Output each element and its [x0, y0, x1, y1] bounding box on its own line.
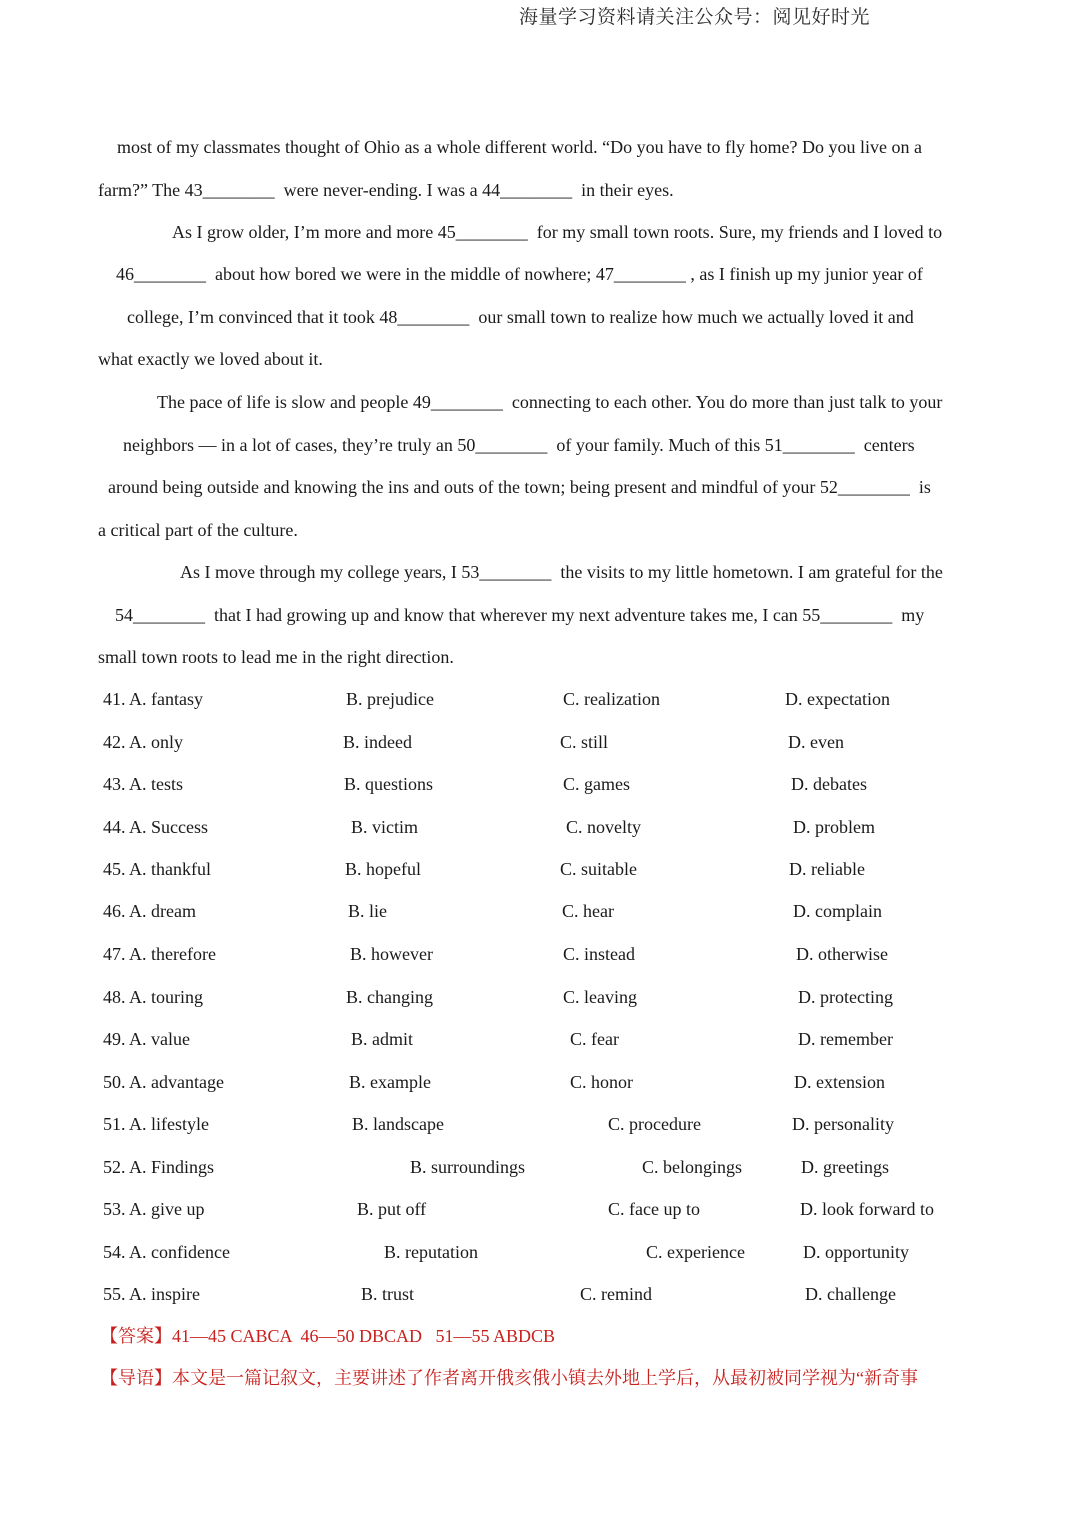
passage-line: farm?” The 43________ were never-ending. I was a 44________ in their eyes.	[98, 180, 674, 200]
question-43-option-d: D. debates	[791, 774, 867, 794]
question-43-option-c: C. games	[563, 774, 630, 794]
question-47-option-d: D. otherwise	[796, 944, 888, 964]
passage-line: The pace of life is slow and people 49________ connecting to each other. You do more than just talk to your	[157, 392, 943, 412]
question-41-option-d: D. expectation	[785, 689, 890, 709]
question-50-option-d: D. extension	[794, 1072, 885, 1092]
question-52-option-a: 52. A. Findings	[103, 1157, 215, 1177]
question-52-option-d: D. greetings	[801, 1157, 889, 1177]
question-51-option-c: C. procedure	[608, 1114, 701, 1134]
question-41-option-c: C. realization	[563, 689, 660, 709]
passage-line: neighbors — in a lot of cases, they’re truly an 50________ of your family. Much of this 51________ centers	[123, 435, 915, 455]
question-52-option-b: B. surroundings	[410, 1157, 526, 1177]
passage-line: a critical part of the culture.	[98, 520, 298, 540]
question-42-option-d: D. even	[788, 732, 844, 752]
question-41-option-a: 41. A. fantasy	[103, 689, 203, 709]
passage-line: around being outside and knowing the ins and outs of the town; being present and mindful of your 52________ is	[108, 477, 931, 497]
question-42-option-b: B. indeed	[343, 732, 412, 752]
question-47-option-b: B. however	[350, 944, 433, 964]
question-50-option-b: B. example	[349, 1072, 431, 1092]
question-53-option-a: 53. A. give up	[103, 1199, 205, 1219]
question-49-option-b: B. admit	[351, 1029, 413, 1049]
question-48-option-c: C. leaving	[563, 987, 637, 1007]
question-53-option-d: D. look forward to	[800, 1199, 934, 1219]
question-45-option-c: C. suitable	[560, 859, 637, 879]
question-55-option-c: C. remind	[580, 1284, 652, 1304]
question-50-option-c: C. honor	[570, 1072, 633, 1092]
passage-line: As I move through my college years, I 53________ the visits to my little hometown. I am grateful for the	[180, 562, 943, 582]
passage-line: 54________ that I had growing up and know that wherever my next adventure takes me, I can 55________ my	[115, 605, 925, 625]
question-53-option-c: C. face up to	[608, 1199, 700, 1219]
question-49-option-a: 49. A. value	[103, 1029, 190, 1049]
question-47-option-c: C. instead	[563, 944, 635, 964]
question-51-option-a: 51. A. lifestyle	[103, 1114, 209, 1134]
question-44-option-c: C. novelty	[566, 817, 641, 837]
question-46-option-c: C. hear	[562, 901, 614, 921]
question-54-option-a: 54. A. confidence	[103, 1242, 230, 1262]
intro-text: 【导语】本文是一篇记叙文，主要讲述了作者离开俄亥俄小镇去外地上学后，从最初被同学视为“新奇事	[100, 1368, 918, 1388]
page-header-notice: 海量学习资料请关注公众号：阅见好时光	[519, 6, 871, 28]
question-52-option-c: C. belongings	[642, 1157, 743, 1177]
question-51-option-b: B. landscape	[352, 1114, 444, 1134]
question-42-option-c: C. still	[560, 732, 609, 752]
passage-line: most of my classmates thought of Ohio as a whole different world. “Do you have to fly home? Do you live on a	[117, 137, 922, 157]
passage-line: 46________ about how bored we were in the middle of nowhere; 47________ , as I finish up my junior year of	[116, 264, 923, 284]
question-55-option-d: D. challenge	[805, 1284, 896, 1304]
question-48-option-a: 48. A. touring	[103, 987, 204, 1007]
question-49-option-c: C. fear	[570, 1029, 619, 1049]
question-48-option-b: B. changing	[346, 987, 433, 1007]
question-49-option-d: D. remember	[798, 1029, 893, 1049]
question-42-option-a: 42. A. only	[103, 732, 184, 752]
question-48-option-d: D. protecting	[798, 987, 893, 1007]
question-45-option-a: 45. A. thankful	[103, 859, 211, 879]
question-46-option-a: 46. A. dream	[103, 901, 196, 921]
question-54-option-c: C. experience	[646, 1242, 745, 1262]
question-54-option-d: D. opportunity	[803, 1242, 909, 1262]
question-46-option-b: B. lie	[348, 901, 387, 921]
question-44-option-a: 44. A. Success	[103, 817, 208, 837]
question-41-option-b: B. prejudice	[346, 689, 434, 709]
question-51-option-d: D. personality	[792, 1114, 894, 1134]
question-43-option-a: 43. A. tests	[103, 774, 184, 794]
question-43-option-b: B. questions	[344, 774, 434, 794]
question-55-option-b: B. trust	[361, 1284, 415, 1304]
question-54-option-b: B. reputation	[384, 1242, 478, 1262]
question-44-option-d: D. problem	[793, 817, 875, 837]
passage-line: small town roots to lead me in the right direction.	[98, 647, 454, 667]
question-44-option-b: B. victim	[351, 817, 418, 837]
passage-line: college, I’m convinced that it took 48________ our small town to realize how much we actually loved it and	[127, 307, 914, 327]
passage-line: As I grow older, I’m more and more 45________ for my small town roots. Sure, my friends and I loved to	[172, 222, 943, 242]
question-55-option-a: 55. A. inspire	[103, 1284, 200, 1304]
question-53-option-b: B. put off	[357, 1199, 427, 1219]
question-45-option-b: B. hopeful	[345, 859, 421, 879]
answer-key: 【答案】41—45 CABCA 46—50 DBCAD 51—55 ABDCB	[100, 1326, 556, 1346]
question-45-option-d: D. reliable	[789, 859, 865, 879]
passage-line: what exactly we loved about it.	[98, 349, 323, 369]
question-47-option-a: 47. A. therefore	[103, 944, 216, 964]
question-50-option-a: 50. A. advantage	[103, 1072, 224, 1092]
question-46-option-d: D. complain	[793, 901, 882, 921]
